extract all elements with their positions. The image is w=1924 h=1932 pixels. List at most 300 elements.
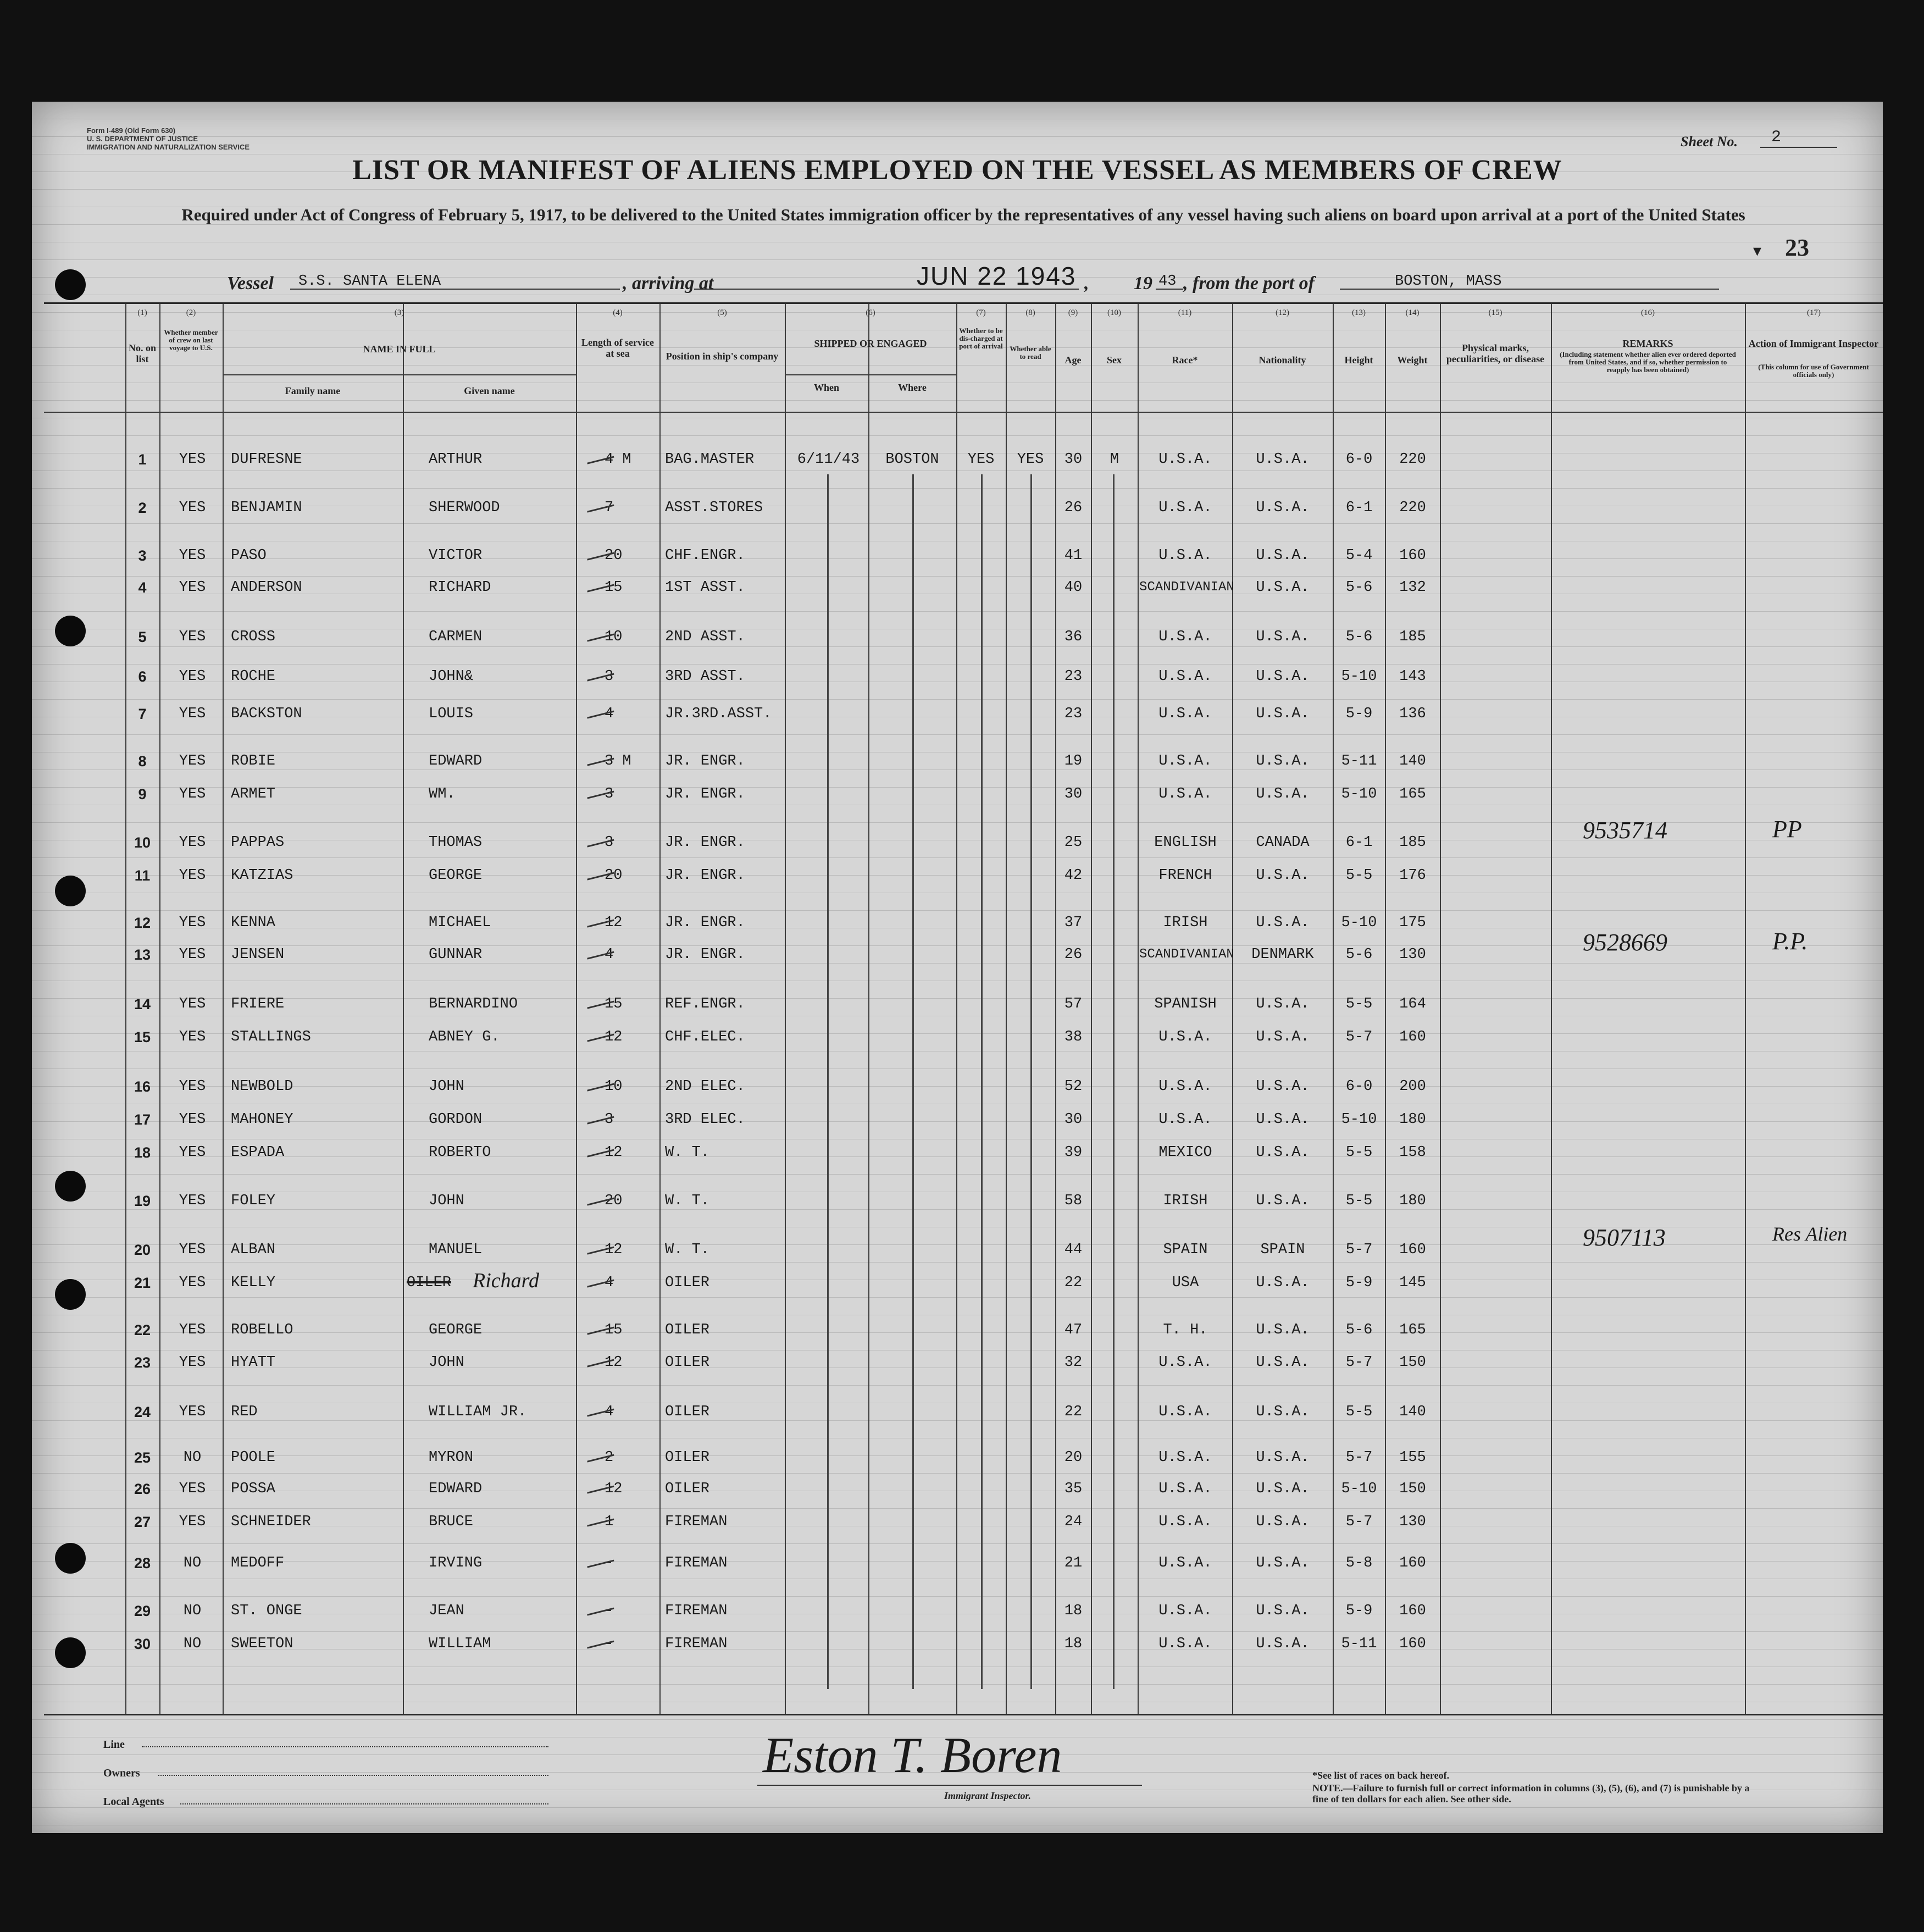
date-stamp: JUN 22 1943 bbox=[917, 262, 1077, 290]
row-race: U.S.A. bbox=[1158, 1514, 1212, 1530]
row-position: 2ND ELEC. bbox=[665, 1078, 745, 1095]
page-subtitle: Required under Act of Congress of February 5, 1917, to be delivered to the United States immigration officer by the representatives of any vessel having such aliens on board upon arrival at a port of the United States bbox=[181, 205, 1745, 224]
row-height: 5-5 bbox=[1345, 996, 1373, 1012]
row-last-voyage: YES bbox=[179, 1111, 206, 1128]
row-height: 5-8 bbox=[1345, 1555, 1373, 1571]
row-given-name: THOMAS bbox=[429, 834, 483, 851]
row-given-name: ARTHUR bbox=[429, 451, 483, 468]
row-height: 5-6 bbox=[1345, 579, 1373, 596]
row-height: 6-0 bbox=[1345, 451, 1373, 468]
ditto-mark bbox=[1113, 474, 1115, 1689]
year-prefix: 19 bbox=[1134, 273, 1152, 294]
row-age: 30 bbox=[1064, 1111, 1083, 1128]
row-race: U.S.A. bbox=[1158, 1449, 1212, 1466]
row-given-name: MYRON bbox=[429, 1449, 474, 1466]
row-family-name: MEDOFF bbox=[231, 1555, 285, 1571]
row-number: 28 bbox=[134, 1555, 151, 1571]
row-family-name: MAHONEY bbox=[231, 1111, 293, 1128]
row-length-service: 2 bbox=[605, 1449, 614, 1466]
row-number: 9 bbox=[138, 786, 147, 802]
row-length-service: 20 bbox=[605, 867, 623, 884]
row-family-name: SWEETON bbox=[231, 1636, 293, 1652]
row-given-name: ABNEY G. bbox=[429, 1029, 500, 1045]
row-number: 25 bbox=[134, 1449, 151, 1466]
row-family-name: CROSS bbox=[231, 629, 276, 645]
row-able-read: YES bbox=[1017, 451, 1044, 468]
row-nationality: U.S.A. bbox=[1256, 1603, 1310, 1619]
struck-given-name: OILER bbox=[407, 1275, 452, 1291]
row-length-service: 3 M bbox=[605, 753, 631, 770]
row-position: FIREMAN bbox=[665, 1636, 728, 1652]
header-given-name: Given name bbox=[464, 385, 515, 396]
row-race: U.S.A. bbox=[1158, 668, 1212, 685]
row-last-voyage: YES bbox=[179, 1029, 206, 1045]
row-length-service: - bbox=[605, 1555, 614, 1571]
header-when: When bbox=[813, 382, 839, 393]
row-number: 13 bbox=[134, 946, 151, 963]
row-last-voyage: YES bbox=[179, 706, 206, 722]
races-note: *See list of races on back hereof. bbox=[1312, 1770, 1450, 1781]
page-number: 23 bbox=[1785, 234, 1809, 261]
row-last-voyage: YES bbox=[179, 451, 206, 468]
row-nationality: U.S.A. bbox=[1256, 753, 1310, 770]
row-length-service: 12 bbox=[605, 1481, 623, 1497]
row-given-name: JOHN& bbox=[429, 668, 474, 685]
row-length-service: - bbox=[605, 1636, 614, 1652]
row-weight: 155 bbox=[1399, 1449, 1426, 1466]
header-shipped-engaged: SHIPPED OR ENGAGED bbox=[814, 338, 927, 349]
row-number: 29 bbox=[134, 1603, 151, 1619]
row-race: U.S.A. bbox=[1158, 629, 1212, 645]
row-given-name: ROBERTO bbox=[429, 1144, 491, 1161]
row-age: 39 bbox=[1064, 1144, 1083, 1161]
row-family-name: FOLEY bbox=[231, 1193, 276, 1209]
col-num: (10) bbox=[1107, 308, 1121, 317]
row-position: JR. ENGR. bbox=[665, 834, 745, 851]
row-family-name: POOLE bbox=[231, 1449, 276, 1466]
row-given-name: GEORGE bbox=[429, 1322, 483, 1338]
row-nationality: U.S.A. bbox=[1256, 1449, 1310, 1466]
row-given-name: GORDON bbox=[429, 1111, 483, 1128]
row-family-name: ROBELLO bbox=[231, 1322, 293, 1338]
row-age: 26 bbox=[1064, 946, 1083, 963]
row-height: 5-5 bbox=[1345, 1193, 1373, 1209]
ditto-mark bbox=[827, 474, 829, 1689]
row-action: PP bbox=[1772, 816, 1802, 843]
row-age: 36 bbox=[1064, 629, 1083, 645]
row-age: 18 bbox=[1064, 1636, 1083, 1652]
row-weight: 165 bbox=[1399, 1322, 1426, 1338]
row-length-service: 20 bbox=[605, 547, 623, 564]
row-nationality: U.S.A. bbox=[1256, 668, 1310, 685]
row-nationality: U.S.A. bbox=[1256, 996, 1310, 1012]
row-age: 20 bbox=[1064, 1449, 1083, 1466]
row-length-service: 4 bbox=[605, 1275, 614, 1291]
row-nationality: U.S.A. bbox=[1256, 706, 1310, 722]
row-last-voyage: YES bbox=[179, 1193, 206, 1209]
row-family-name: RED bbox=[231, 1404, 258, 1420]
row-height: 6-1 bbox=[1345, 834, 1373, 851]
row-nationality: U.S.A. bbox=[1256, 451, 1310, 468]
header-sex: Sex bbox=[1107, 355, 1122, 366]
row-number: 8 bbox=[138, 753, 147, 770]
row-last-voyage: YES bbox=[179, 1144, 206, 1161]
row-age: 41 bbox=[1064, 547, 1083, 564]
row-race: U.S.A. bbox=[1158, 786, 1212, 802]
row-nationality: U.S.A. bbox=[1256, 547, 1310, 564]
row-race: MEXICO bbox=[1158, 1144, 1212, 1161]
header-nationality: Nationality bbox=[1258, 355, 1306, 366]
row-height: 5-4 bbox=[1345, 547, 1373, 564]
row-given-name: MICHAEL bbox=[429, 915, 491, 931]
sheet-no-label: Sheet No. bbox=[1681, 134, 1738, 150]
row-age: 18 bbox=[1064, 1603, 1083, 1619]
row-length-service: 1 bbox=[605, 1514, 614, 1530]
col-num: (14) bbox=[1405, 308, 1420, 317]
row-given-name: EDWARD bbox=[429, 753, 483, 770]
row-action: P.P. bbox=[1772, 928, 1808, 955]
row-height: 5-6 bbox=[1345, 946, 1373, 963]
row-nationality: U.S.A. bbox=[1256, 1555, 1310, 1571]
row-last-voyage: YES bbox=[179, 1514, 206, 1530]
row-last-voyage: YES bbox=[179, 786, 206, 802]
row-weight: 140 bbox=[1399, 753, 1426, 770]
row-nationality: U.S.A. bbox=[1256, 786, 1310, 802]
row-weight: 175 bbox=[1399, 915, 1426, 931]
row-weight: 160 bbox=[1399, 547, 1426, 564]
row-number: 20 bbox=[134, 1242, 151, 1258]
row-family-name: BACKSTON bbox=[231, 706, 302, 722]
row-number: 6 bbox=[138, 668, 147, 685]
row-last-voyage: NO bbox=[183, 1555, 202, 1571]
row-family-name: DUFRESNE bbox=[231, 451, 302, 468]
row-nationality: U.S.A. bbox=[1256, 1636, 1310, 1652]
row-action: Res Alien bbox=[1772, 1223, 1848, 1245]
row-last-voyage: YES bbox=[179, 834, 206, 851]
row-height: 5-7 bbox=[1345, 1449, 1373, 1466]
row-number: 27 bbox=[134, 1514, 151, 1530]
row-age: 57 bbox=[1064, 996, 1083, 1012]
header-height: Height bbox=[1344, 355, 1373, 366]
row-position: W. T. bbox=[665, 1193, 710, 1209]
row-given-name: EDWARD bbox=[429, 1481, 483, 1497]
vessel-label: Vessel bbox=[227, 273, 274, 294]
line-blank bbox=[142, 1746, 548, 1747]
row-nationality: U.S.A. bbox=[1256, 629, 1310, 645]
row-race: SCANDIVANIAN bbox=[1139, 947, 1234, 962]
row-remark: 9535714 bbox=[1583, 817, 1667, 844]
row-weight: 150 bbox=[1399, 1481, 1426, 1497]
row-length-service: 3 bbox=[605, 1111, 614, 1128]
row-position: REF.ENGR. bbox=[665, 996, 745, 1012]
row-given-name: WILLIAM bbox=[429, 1636, 491, 1652]
row-family-name: ALBAN bbox=[231, 1242, 276, 1258]
row-nationality: U.S.A. bbox=[1256, 1481, 1310, 1497]
row-weight: 140 bbox=[1399, 1404, 1426, 1420]
row-family-name: ANDERSON bbox=[231, 579, 302, 596]
row-number: 1 bbox=[138, 451, 147, 468]
row-age: 22 bbox=[1064, 1404, 1083, 1420]
col-num: (15) bbox=[1488, 308, 1502, 317]
row-family-name: NEWBOLD bbox=[231, 1078, 293, 1095]
row-length-service: 12 bbox=[605, 915, 623, 931]
col-num: (12) bbox=[1276, 308, 1289, 317]
row-last-voyage: NO bbox=[183, 1603, 202, 1619]
row-age: 30 bbox=[1064, 451, 1083, 468]
row-height: 5-5 bbox=[1345, 1144, 1373, 1161]
row-age: 47 bbox=[1064, 1322, 1083, 1338]
row-number: 3 bbox=[138, 547, 147, 564]
row-position: OILER bbox=[665, 1275, 710, 1291]
row-weight: 185 bbox=[1399, 629, 1426, 645]
row-position: 1ST ASST. bbox=[665, 579, 745, 596]
col-num: (2) bbox=[186, 308, 196, 317]
row-nationality: U.S.A. bbox=[1256, 500, 1310, 516]
row-given-name: CARMEN bbox=[429, 629, 483, 645]
row-age: 19 bbox=[1064, 753, 1083, 770]
row-age: 35 bbox=[1064, 1481, 1083, 1497]
row-last-voyage: YES bbox=[179, 915, 206, 931]
row-height: 5-10 bbox=[1341, 786, 1377, 802]
row-given-name: VICTOR bbox=[429, 547, 483, 564]
department-name: U. S. DEPARTMENT OF JUSTICE bbox=[87, 135, 198, 143]
row-family-name: POSSA bbox=[231, 1481, 276, 1497]
row-age: 40 bbox=[1064, 579, 1083, 596]
inspector-signature: Eston T. Boren bbox=[763, 1727, 1062, 1783]
row-weight: 185 bbox=[1399, 834, 1426, 851]
manifest-sheet bbox=[32, 102, 1883, 1833]
row-length-service: - bbox=[605, 1603, 614, 1619]
row-age: 30 bbox=[1064, 786, 1083, 802]
vessel-name: S.S. SANTA ELENA bbox=[298, 273, 441, 290]
row-weight: 160 bbox=[1399, 1603, 1426, 1619]
row-family-name: BENJAMIN bbox=[231, 500, 302, 516]
row-number: 14 bbox=[134, 996, 151, 1012]
penalty-note: NOTE.—Failure to furnish full or correct information in columns (3), (5), (6), and (7) is punishable by a fine of ten dollars for each alien. See other side. bbox=[1312, 1782, 1750, 1804]
row-age: 22 bbox=[1064, 1275, 1083, 1291]
row-weight: 160 bbox=[1399, 1636, 1426, 1652]
row-length-service: 7 bbox=[605, 500, 614, 516]
row-race: U.S.A. bbox=[1158, 1111, 1212, 1128]
row-height: 5-7 bbox=[1345, 1514, 1373, 1530]
row-nationality: U.S.A. bbox=[1256, 1029, 1310, 1045]
row-race: U.S.A. bbox=[1158, 1636, 1212, 1652]
header-physical: Physical marks, peculiarities, or disease bbox=[1446, 342, 1545, 364]
row-given-name: JOHN bbox=[429, 1354, 464, 1371]
row-age: 32 bbox=[1064, 1354, 1083, 1371]
row-height: 5-9 bbox=[1345, 1275, 1373, 1291]
row-family-name: ST. ONGE bbox=[231, 1603, 302, 1619]
row-last-voyage: YES bbox=[179, 500, 206, 516]
row-nationality: U.S.A. bbox=[1256, 1275, 1310, 1291]
row-family-name: PAPPAS bbox=[231, 834, 285, 851]
row-nationality: U.S.A. bbox=[1256, 1514, 1310, 1530]
row-position: JR. ENGR. bbox=[665, 867, 745, 884]
row-height: 5-10 bbox=[1341, 1111, 1377, 1128]
row-age: 44 bbox=[1064, 1242, 1083, 1258]
row-race: IRISH bbox=[1163, 1193, 1208, 1209]
row-height: 5-10 bbox=[1341, 915, 1377, 931]
row-family-name: ROBIE bbox=[231, 753, 276, 770]
row-length-service: 12 bbox=[605, 1354, 623, 1371]
row-race: U.S.A. bbox=[1158, 753, 1212, 770]
row-nationality: CANADA bbox=[1256, 834, 1310, 851]
col-num: (5) bbox=[717, 308, 727, 317]
comma-mark: , bbox=[1084, 273, 1089, 294]
row-race: USA bbox=[1172, 1275, 1199, 1291]
row-race: SCANDIVANIAN bbox=[1139, 580, 1234, 595]
local-agents-blank bbox=[180, 1803, 548, 1804]
row-position: JR. ENGR. bbox=[665, 753, 745, 770]
row-weight: 130 bbox=[1399, 1514, 1426, 1530]
header-member-last-voyage: Whether member of crew on last voyage to U.S. bbox=[164, 328, 218, 352]
row-last-voyage: YES bbox=[179, 547, 206, 564]
row-last-voyage: YES bbox=[179, 1404, 206, 1420]
row-length-service: 4 bbox=[605, 946, 614, 963]
col-num: (9) bbox=[1068, 308, 1078, 317]
row-family-name: KATZIAS bbox=[231, 867, 293, 884]
header-name-in-full: NAME IN FULL bbox=[363, 344, 436, 355]
row-length-service: 3 bbox=[605, 786, 614, 802]
row-weight: 158 bbox=[1399, 1144, 1426, 1161]
row-length-service: 10 bbox=[605, 629, 623, 645]
row-shipped-where: BOSTON bbox=[885, 451, 939, 468]
row-given-name: SHERWOOD bbox=[429, 500, 500, 516]
row-last-voyage: NO bbox=[183, 1449, 202, 1466]
row-sex: M bbox=[1110, 451, 1119, 468]
row-race: U.S.A. bbox=[1158, 500, 1212, 516]
row-weight: 150 bbox=[1399, 1354, 1426, 1371]
row-race: U.S.A. bbox=[1158, 1481, 1212, 1497]
row-age: 42 bbox=[1064, 867, 1083, 884]
row-given-name: Richard bbox=[473, 1269, 540, 1292]
row-last-voyage: YES bbox=[179, 629, 206, 645]
row-number: 15 bbox=[134, 1029, 151, 1045]
row-given-name: BRUCE bbox=[429, 1514, 474, 1530]
row-age: 23 bbox=[1064, 706, 1083, 722]
row-height: 5-5 bbox=[1345, 867, 1373, 884]
row-position: JR.3RD.ASST. bbox=[665, 706, 772, 722]
row-height: 5-10 bbox=[1341, 668, 1377, 685]
col-num: (13) bbox=[1352, 308, 1366, 317]
row-family-name: PASO bbox=[231, 547, 267, 564]
owners-label: Owners bbox=[103, 1767, 140, 1779]
row-age: 37 bbox=[1064, 915, 1083, 931]
row-weight: 145 bbox=[1399, 1275, 1426, 1291]
row-length-service: 4 M bbox=[605, 451, 631, 468]
row-last-voyage: YES bbox=[179, 1322, 206, 1338]
row-length-service: 15 bbox=[605, 579, 623, 596]
row-race: U.S.A. bbox=[1158, 1404, 1212, 1420]
col-num: (4) bbox=[613, 308, 623, 317]
signature-line bbox=[757, 1785, 1142, 1786]
row-height: 5-7 bbox=[1345, 1354, 1373, 1371]
row-race: U.S.A. bbox=[1158, 1555, 1212, 1571]
row-race: U.S.A. bbox=[1158, 451, 1212, 468]
row-nationality: U.S.A. bbox=[1256, 1111, 1310, 1128]
row-race: U.S.A. bbox=[1158, 1603, 1212, 1619]
row-weight: 160 bbox=[1399, 1029, 1426, 1045]
row-nationality: U.S.A. bbox=[1256, 1193, 1310, 1209]
page-title: LIST OR MANIFEST OF ALIENS EMPLOYED ON THE VESSEL AS MEMBERS OF CREW bbox=[352, 154, 1562, 186]
form-number: Form I-489 (Old Form 630) bbox=[87, 126, 176, 135]
row-length-service: 4 bbox=[605, 706, 614, 722]
row-length-service: 12 bbox=[605, 1242, 623, 1258]
row-given-name: GUNNAR bbox=[429, 946, 483, 963]
row-nationality: U.S.A. bbox=[1256, 915, 1310, 931]
row-position: OILER bbox=[665, 1449, 710, 1466]
header-race: Race* bbox=[1172, 355, 1198, 366]
row-weight: 164 bbox=[1399, 996, 1426, 1012]
header-discharged: Whether to be dis-charged at port of arrival bbox=[959, 326, 1003, 350]
row-family-name: ESPADA bbox=[231, 1144, 285, 1161]
row-family-name: ROCHE bbox=[231, 668, 276, 685]
row-age: 52 bbox=[1064, 1078, 1083, 1095]
row-height: 5-9 bbox=[1345, 706, 1373, 722]
row-given-name: JOHN bbox=[429, 1078, 464, 1095]
row-nationality: SPAIN bbox=[1260, 1242, 1305, 1258]
crew-table bbox=[44, 302, 1883, 1715]
row-last-voyage: NO bbox=[183, 1636, 202, 1652]
row-family-name: ARMET bbox=[231, 786, 276, 802]
header-action: Action of Immigrant Inspector bbox=[1748, 338, 1879, 349]
form-id bbox=[87, 126, 249, 151]
row-age: 21 bbox=[1064, 1555, 1083, 1571]
row-position: FIREMAN bbox=[665, 1603, 728, 1619]
row-nationality: DENMARK bbox=[1251, 946, 1314, 963]
row-position: OILER bbox=[665, 1354, 710, 1371]
row-shipped-when: 6/11/43 bbox=[797, 451, 860, 468]
row-height: 5-10 bbox=[1341, 1481, 1377, 1497]
row-last-voyage: YES bbox=[179, 946, 206, 963]
row-position: 3RD ELEC. bbox=[665, 1111, 745, 1128]
row-last-voyage: YES bbox=[179, 1481, 206, 1497]
row-family-name: HYATT bbox=[231, 1354, 276, 1371]
col-num: (6) bbox=[866, 308, 875, 317]
row-remark: 9528669 bbox=[1583, 929, 1667, 956]
row-family-name: KELLY bbox=[231, 1275, 276, 1291]
row-given-name: BERNARDINO bbox=[429, 996, 518, 1012]
row-number: 24 bbox=[134, 1404, 151, 1420]
row-family-name: STALLINGS bbox=[231, 1029, 311, 1045]
row-height: 6-0 bbox=[1345, 1078, 1373, 1095]
row-height: 6-1 bbox=[1345, 500, 1373, 516]
row-race: U.S.A. bbox=[1158, 547, 1212, 564]
row-discharged: YES bbox=[967, 451, 995, 468]
row-given-name: JOHN bbox=[429, 1193, 464, 1209]
row-weight: 143 bbox=[1399, 668, 1426, 685]
binder-hole bbox=[55, 269, 86, 300]
row-nationality: U.S.A. bbox=[1256, 1078, 1310, 1095]
ditto-mark bbox=[981, 474, 983, 1689]
row-race: SPAIN bbox=[1163, 1242, 1208, 1258]
row-last-voyage: YES bbox=[179, 668, 206, 685]
row-nationality: U.S.A. bbox=[1256, 1322, 1310, 1338]
header-weight: Weight bbox=[1397, 355, 1428, 366]
row-length-service: 3 bbox=[605, 668, 614, 685]
row-number: 5 bbox=[138, 629, 147, 645]
row-age: 38 bbox=[1064, 1029, 1083, 1045]
header-remarks: REMARKS bbox=[1622, 338, 1673, 349]
owners-blank bbox=[158, 1775, 548, 1776]
row-weight: 130 bbox=[1399, 946, 1426, 963]
row-family-name: SCHNEIDER bbox=[231, 1514, 311, 1530]
row-age: 26 bbox=[1064, 500, 1083, 516]
row-position: OILER bbox=[665, 1322, 710, 1338]
row-height: 5-7 bbox=[1345, 1029, 1373, 1045]
sheet-no-value: 2 bbox=[1760, 128, 1837, 148]
row-height: 5-6 bbox=[1345, 1322, 1373, 1338]
